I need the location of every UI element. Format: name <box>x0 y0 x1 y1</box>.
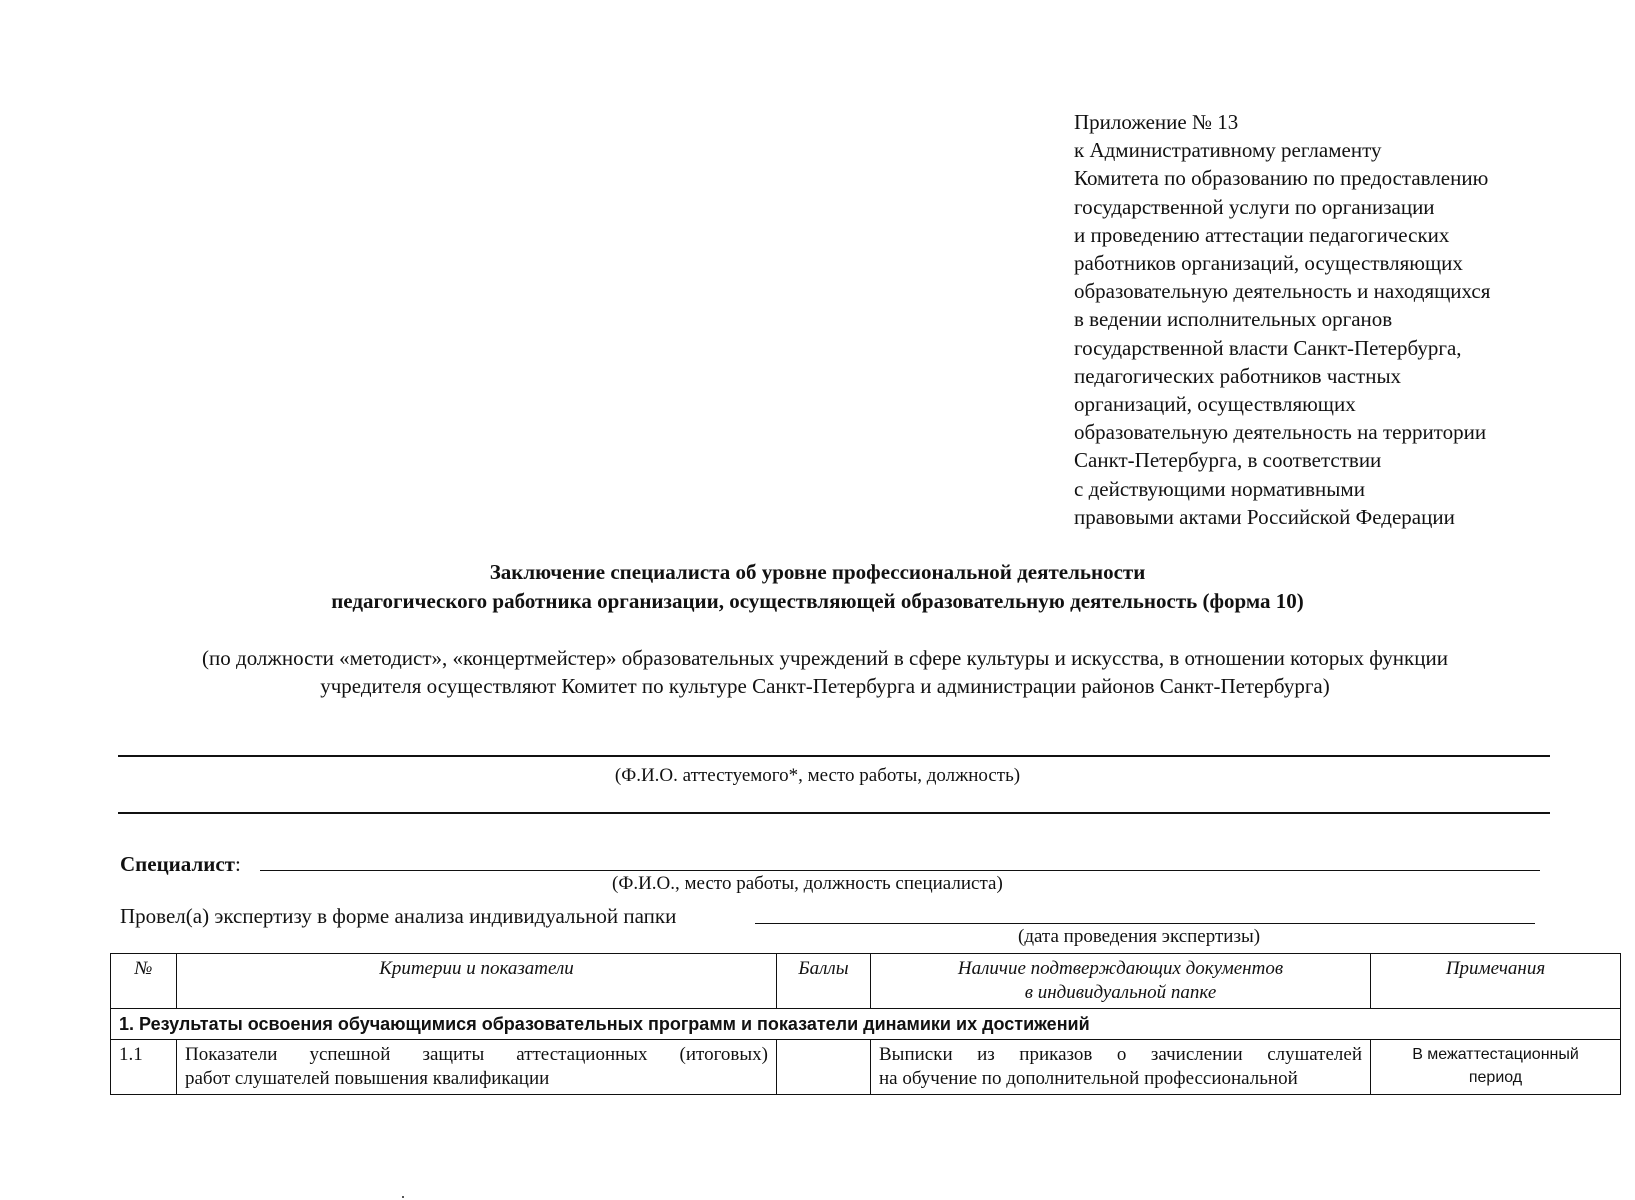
appendix-line: правовыми актами Российской Федерации <box>1074 504 1455 529</box>
row-criteria <box>177 1040 777 1095</box>
header-notes: Примечания <box>1371 954 1621 1009</box>
appendix-line: с действующими нормативными <box>1074 476 1365 501</box>
appendix-header <box>1074 108 1594 531</box>
row-points <box>777 1040 871 1095</box>
title-line-1: Заключение специалиста об уровне профессиональной деятельности <box>489 560 1146 584</box>
header-criteria: Критерии и показатели <box>177 954 777 1009</box>
section-row <box>111 1009 1621 1040</box>
row-criteria-line-1: Показатели успешной защиты аттестационных (итоговых) <box>185 1044 768 1065</box>
attestee-fill-line <box>118 755 1550 757</box>
appendix-line: в ведении исполнительных органов <box>1074 307 1393 332</box>
header-docs-line-1: Наличие подтверждающих документов <box>957 958 1284 979</box>
subtitle-line-1: (по должности «методист», «концертмейстер» образовательных учреждений в сфере культуры и искусства, в отношении которых функции <box>202 646 1448 670</box>
section-1-title: 1. Результаты освоения обучающимися образовательных программ и показатели динамики их достижений <box>111 1009 1621 1040</box>
appendix-line: образовательную деятельность на территории <box>1074 420 1487 445</box>
expertise-caption: (дата проведения экспертизы) <box>1018 926 1261 947</box>
appendix-line: государственной услуги по организации <box>1074 194 1435 219</box>
header-docs-line-2: в индивидуальной папке <box>1024 982 1217 1003</box>
row-docs <box>871 1040 1371 1095</box>
header-num: № <box>111 954 177 1009</box>
appendix-line: и проведению аттестации педагогических <box>1074 222 1450 247</box>
specialist-label: Специалист <box>120 852 235 876</box>
table-header-row <box>111 954 1621 1009</box>
table-row <box>111 1040 1621 1095</box>
appendix-line: организаций, осуществляющих <box>1074 392 1356 417</box>
specialist-row <box>120 851 241 877</box>
appendix-line: Приложение № 13 <box>1074 110 1239 134</box>
row-notes-line-1: В межаттестационный <box>1412 1046 1579 1063</box>
appendix-line: Санкт-Петербурга, в соответствии <box>1074 448 1382 473</box>
expertise-text: Провел(а) экспертизу в форме анализа индивидуальной папки <box>120 904 677 928</box>
header-points: Баллы <box>777 954 871 1009</box>
attestee-fill-line-2 <box>118 812 1550 814</box>
specialist-caption: (Ф.И.О., место работы, должность специалиста) <box>612 873 1003 894</box>
document-subtitle <box>100 644 1550 700</box>
subtitle-line-2: учредителя осуществляют Комитет по культуре Санкт-Петербурга и администрации районов Санкт-Петербурга) <box>320 674 1330 698</box>
row-docs-line-2: на обучение по дополнительной профессиональной <box>879 1068 1298 1089</box>
appendix-line: работников организаций, осуществляющих <box>1074 251 1463 276</box>
row-criteria-line-2: работ слушателей повышения квалификации <box>185 1068 550 1089</box>
row-notes <box>1371 1040 1621 1095</box>
appendix-line: Комитета по образованию по предоставлению <box>1074 166 1489 191</box>
specialist-fill-line <box>260 870 1540 871</box>
row-docs-line-1: Выписки из приказов о зачислении слушателей <box>879 1044 1362 1065</box>
row-notes-line-2: период <box>1468 1069 1523 1086</box>
appendix-line: государственной власти Санкт-Петербурга, <box>1074 335 1462 360</box>
document-title <box>0 558 1635 616</box>
attestee-caption: (Ф.И.О. аттестуемого*, место работы, должность) <box>614 765 1021 786</box>
row-num: 1.1 <box>111 1040 177 1095</box>
criteria-table <box>110 953 1621 1095</box>
scan-speck <box>402 1196 404 1198</box>
appendix-line: педагогических работников частных <box>1074 363 1402 388</box>
expertise-date-line <box>755 923 1535 924</box>
appendix-line: к Административному регламенту <box>1074 138 1382 163</box>
specialist-colon: : <box>235 852 241 876</box>
header-docs <box>871 954 1371 1009</box>
appendix-line: образовательную деятельность и находящихся <box>1074 279 1491 304</box>
title-line-2: педагогического работника организации, осуществляющей образовательную деятельность (форма 10) <box>331 589 1304 613</box>
